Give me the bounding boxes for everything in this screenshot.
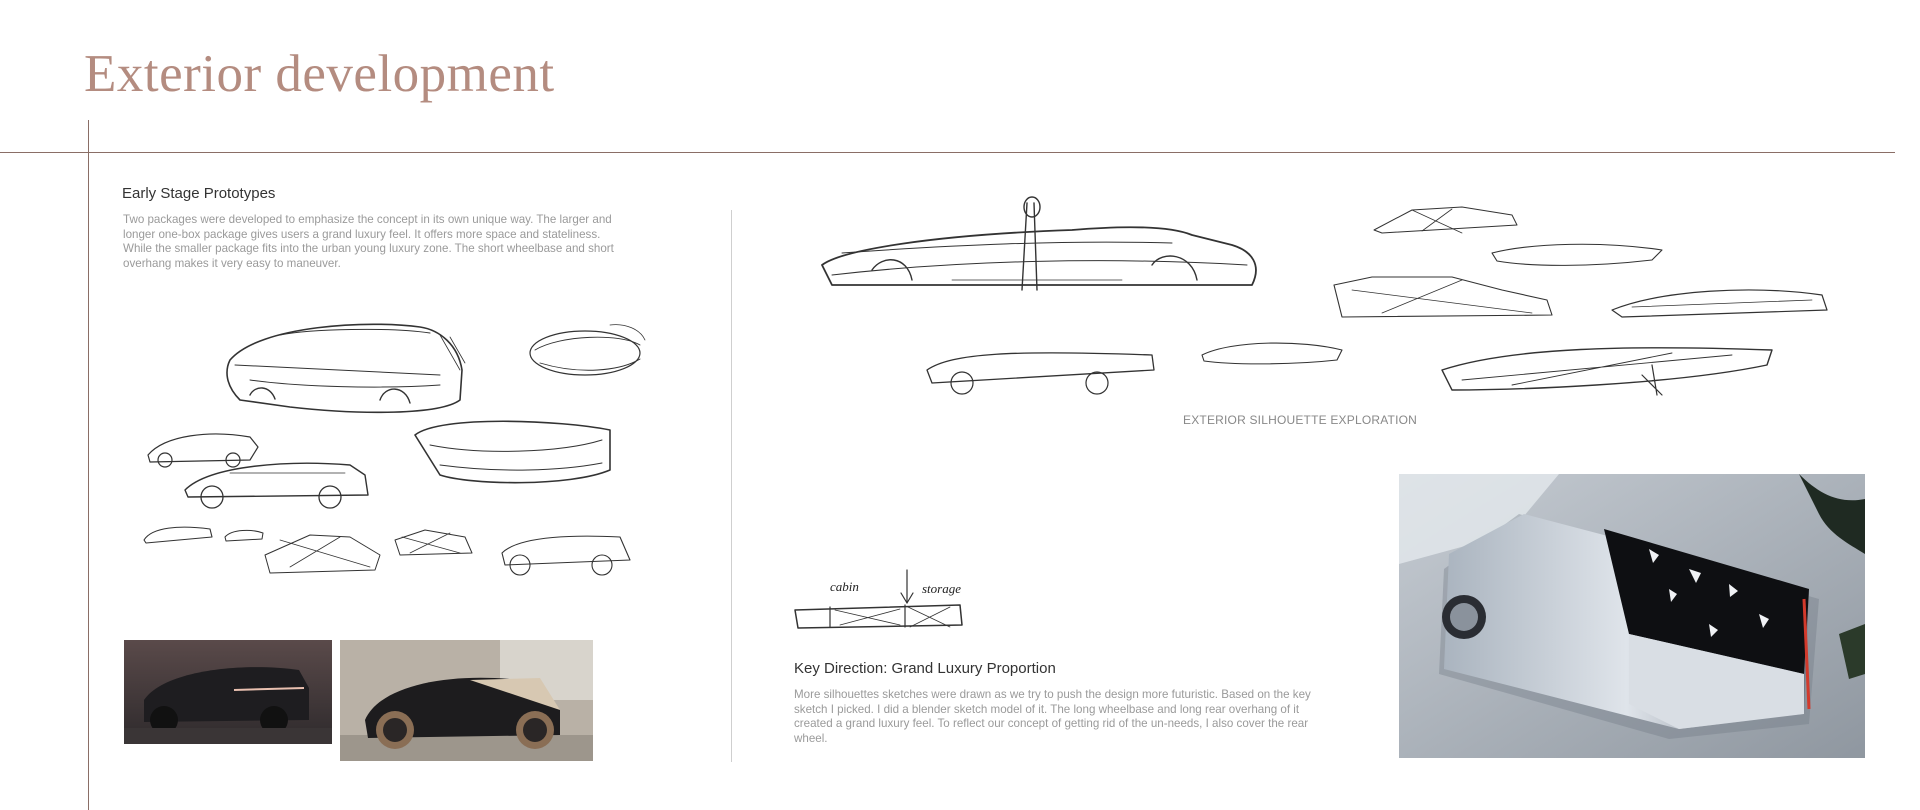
silhouette-caption: EXTERIOR SILHOUETTE EXPLORATION [1183, 413, 1418, 427]
early-prototype-sketches [140, 315, 660, 583]
early-prototypes-description: Two packages were developed to emphasize the concept in its own unique way. The larger and longer one-box package gives users a grand luxury feel. It offers more space and stateliness. While the smaller package fits into the urban young luxury zone. The short wheelbase and short overhang makes it very easy to maneuver. [123, 213, 614, 270]
header-divider [0, 152, 1895, 153]
margin-rule [88, 120, 89, 810]
key-sketch-cabin-storage [790, 565, 980, 635]
blender-sketch-model-render [1399, 474, 1865, 758]
key-direction-heading: Key Direction: Grand Luxury Proportion [794, 660, 1056, 677]
prototype-render-large-one-box [124, 640, 332, 744]
column-divider [731, 210, 732, 762]
exterior-silhouette-sketches [812, 195, 1842, 405]
cabin-label: cabin [830, 579, 859, 594]
prototype-render-compact [340, 640, 593, 761]
early-prototypes-heading: Early Stage Prototypes [122, 185, 276, 202]
key-direction-description: More silhouettes sketches were drawn as we try to push the design more futuristic. Based on the key sketch I picked. I did a blender sketch model of it. The long wheelbase and long rear overhang of it created a grand luxury feel. To reflect our concept of getting rid of the un-needs, I also cover the rear wheel. [794, 688, 1311, 745]
page-title: Exterior development [84, 45, 555, 103]
storage-label: storage [922, 581, 961, 596]
